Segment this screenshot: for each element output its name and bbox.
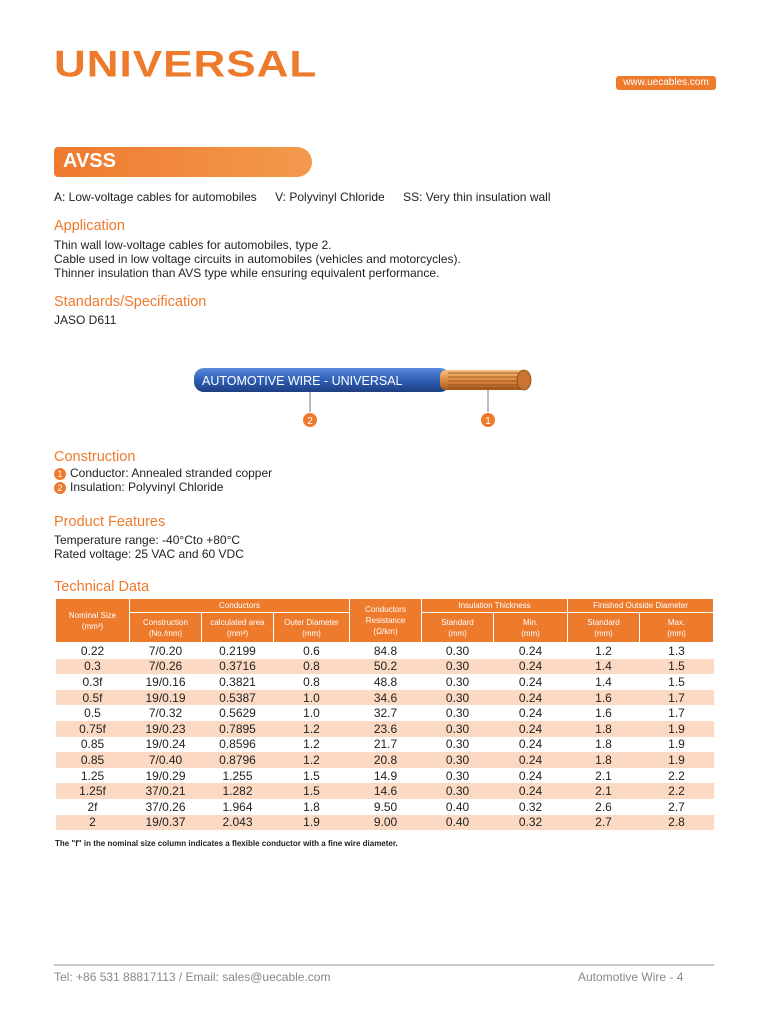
table-cell: 1.2 xyxy=(274,721,350,737)
table-cell: 1.2 xyxy=(568,643,640,659)
standards-heading: Standards/Specification xyxy=(54,294,207,310)
table-cell: 9.00 xyxy=(350,815,422,831)
table-row xyxy=(56,799,714,815)
footer-page: Automotive Wire - 4 xyxy=(578,970,684,984)
table-cell: 14.9 xyxy=(350,768,422,784)
table-cell: 0.24 xyxy=(494,752,568,768)
product-title-banner xyxy=(54,147,312,177)
table-cell: 2.6 xyxy=(568,799,640,815)
table-cell: 0.24 xyxy=(494,643,568,659)
table-cell: 1.0 xyxy=(274,690,350,706)
table-cell: 1.9 xyxy=(640,721,714,737)
table-cell: 1.0 xyxy=(274,705,350,721)
table-cell: 0.40 xyxy=(422,815,494,831)
technical-data-table xyxy=(55,598,714,830)
col-resistance: Conductors Resistance (Ω/km) xyxy=(350,599,422,643)
table-cell: 19/0.16 xyxy=(130,674,202,690)
table-cell: 0.40 xyxy=(422,799,494,815)
table-row xyxy=(56,674,714,690)
table-row xyxy=(56,768,714,784)
table-cell: 0.8796 xyxy=(202,752,274,768)
col-ins-standard: Standard (mm) xyxy=(422,613,494,643)
table-cell: 2.1 xyxy=(568,783,640,799)
col-calculated-area: calculated area (mm²) xyxy=(202,613,274,643)
table-cell: 0.24 xyxy=(494,721,568,737)
table-cell: 19/0.37 xyxy=(130,815,202,831)
col-ins-min: Min. (mm) xyxy=(494,613,568,643)
table-cell: 1.4 xyxy=(568,674,640,690)
table-cell: 1.255 xyxy=(202,768,274,784)
table-cell: 1.2 xyxy=(274,737,350,753)
table-cell: 0.24 xyxy=(494,705,568,721)
table-cell: 34.6 xyxy=(350,690,422,706)
table-cell: 19/0.23 xyxy=(130,721,202,737)
table-cell: 0.6 xyxy=(274,643,350,659)
abbr-ss: SS: Very thin insulation wall xyxy=(403,190,551,204)
footer-divider xyxy=(54,964,714,966)
product-title: AVSS xyxy=(63,150,116,172)
table-cell: 1.7 xyxy=(640,690,714,706)
table-cell: 0.30 xyxy=(422,659,494,675)
construction-item xyxy=(54,480,272,494)
col-outer-diameter: Outer Diameter (mm) xyxy=(274,613,350,643)
col-fin-max: Max. (mm) xyxy=(640,613,714,643)
table-footnote: The "f" in the nominal size column indicates a flexible conductor with a fine wire diameter. xyxy=(55,839,398,848)
table-cell: 0.3716 xyxy=(202,659,274,675)
table-cell: 0.24 xyxy=(494,768,568,784)
table-cell: 0.24 xyxy=(494,674,568,690)
table-cell: 50.2 xyxy=(350,659,422,675)
table-cell: 48.8 xyxy=(350,674,422,690)
table-cell: 1.6 xyxy=(568,705,640,721)
construction-heading: Construction xyxy=(54,449,136,465)
table-cell: 0.30 xyxy=(422,752,494,768)
website-link[interactable]: www.uecables.com xyxy=(616,76,716,90)
table-cell: 7/0.40 xyxy=(130,752,202,768)
table-row xyxy=(56,643,714,659)
table-cell: 0.30 xyxy=(422,768,494,784)
table-cell: 2 xyxy=(56,815,130,831)
table-cell: 1.6 xyxy=(568,690,640,706)
table-row xyxy=(56,783,714,799)
table-cell: 1.25f xyxy=(56,783,130,799)
table-cell: 1.2 xyxy=(274,752,350,768)
table-cell: 0.5 xyxy=(56,705,130,721)
col-nominal-size: Nominal Size (mm²) xyxy=(56,599,130,643)
callout-conductor-number: 1 xyxy=(485,416,491,427)
table-cell: 9.50 xyxy=(350,799,422,815)
table-cell: 7/0.32 xyxy=(130,705,202,721)
table-cell: 7/0.26 xyxy=(130,659,202,675)
table-cell: 0.22 xyxy=(56,643,130,659)
table-cell: 0.30 xyxy=(422,783,494,799)
group-insulation-thickness: Insulation Thickness xyxy=(422,599,568,613)
construction-item-text: Conductor: Annealed stranded copper xyxy=(70,466,273,480)
table-cell: 32.7 xyxy=(350,705,422,721)
table-cell: 1.5 xyxy=(640,674,714,690)
table-cell: 0.3821 xyxy=(202,674,274,690)
table-cell: 20.8 xyxy=(350,752,422,768)
table-cell: 2.2 xyxy=(640,783,714,799)
table-cell: 0.5f xyxy=(56,690,130,706)
table-cell: 2.2 xyxy=(640,768,714,784)
table-cell: 0.30 xyxy=(422,690,494,706)
abbreviation-line xyxy=(54,190,566,204)
table-cell: 2.8 xyxy=(640,815,714,831)
table-row xyxy=(56,659,714,675)
table-cell: 0.8 xyxy=(274,674,350,690)
table-cell: 0.2199 xyxy=(202,643,274,659)
table-cell: 0.24 xyxy=(494,737,568,753)
table-cell: 2.7 xyxy=(640,799,714,815)
table-cell: 37/0.26 xyxy=(130,799,202,815)
table-row xyxy=(56,752,714,768)
table-cell: 1.4 xyxy=(568,659,640,675)
table-cell: 1.5 xyxy=(274,768,350,784)
table-cell: 19/0.29 xyxy=(130,768,202,784)
table-cell: 0.3 xyxy=(56,659,130,675)
table-cell: 0.85 xyxy=(56,737,130,753)
application-line: Thinner insulation than AVS type while ensuring equivalent performance. xyxy=(54,266,440,280)
table-cell: 0.5387 xyxy=(202,690,274,706)
table-cell: 0.30 xyxy=(422,643,494,659)
wire-diagram xyxy=(190,362,550,432)
table-row xyxy=(56,737,714,753)
number-badge: 2 xyxy=(54,482,66,494)
table-cell: 23.6 xyxy=(350,721,422,737)
application-text xyxy=(54,238,461,280)
construction-list xyxy=(54,466,272,494)
technical-heading: Technical Data xyxy=(54,579,150,595)
table-cell: 0.8596 xyxy=(202,737,274,753)
construction-item xyxy=(54,466,272,480)
table-cell: 0.30 xyxy=(422,721,494,737)
table-row xyxy=(56,815,714,831)
table-cell: 0.5629 xyxy=(202,705,274,721)
table-cell: 19/0.19 xyxy=(130,690,202,706)
table-cell: 0.7895 xyxy=(202,721,274,737)
company-logo: UNIVERSAL xyxy=(54,43,318,86)
table-cell: 2f xyxy=(56,799,130,815)
abbr-v: V: Polyvinyl Chloride xyxy=(275,190,385,204)
table-cell: 0.32 xyxy=(494,799,568,815)
abbr-a: A: Low-voltage cables for automobiles xyxy=(54,190,257,204)
table-cell: 1.5 xyxy=(640,659,714,675)
table-cell: 7/0.20 xyxy=(130,643,202,659)
number-badge: 1 xyxy=(54,468,66,480)
table-cell: 0.24 xyxy=(494,690,568,706)
table-row xyxy=(56,690,714,706)
table-cell: 19/0.24 xyxy=(130,737,202,753)
construction-item-text: Insulation: Polyvinyl Chloride xyxy=(70,480,224,494)
table-cell: 1.5 xyxy=(274,783,350,799)
table-cell: 0.24 xyxy=(494,783,568,799)
table-cell: 1.25 xyxy=(56,768,130,784)
conductor-end xyxy=(517,370,531,390)
feature-line: Rated voltage: 25 VAC and 60 VDC xyxy=(54,547,244,561)
table-cell: 0.30 xyxy=(422,737,494,753)
table-cell: 1.8 xyxy=(274,799,350,815)
table-cell: 37/0.21 xyxy=(130,783,202,799)
group-conductors: Conductors xyxy=(130,599,350,613)
table-cell: 0.75f xyxy=(56,721,130,737)
feature-line: Temperature range: -40°Cto +80°C xyxy=(54,533,241,547)
table-cell: 2.7 xyxy=(568,815,640,831)
table-cell: 1.8 xyxy=(568,721,640,737)
table-row xyxy=(56,721,714,737)
application-line: Thin wall low-voltage cables for automobiles, type 2. xyxy=(54,238,332,252)
group-finished-diameter: Finished Outside Diameter xyxy=(568,599,714,613)
wire-print-text: AUTOMOTIVE WIRE - UNIVERSAL xyxy=(202,374,403,388)
table-cell: 14.6 xyxy=(350,783,422,799)
col-fin-standard: Standard (mm) xyxy=(568,613,640,643)
table-cell: 0.30 xyxy=(422,705,494,721)
table-cell: 1.9 xyxy=(640,737,714,753)
table-cell: 84.8 xyxy=(350,643,422,659)
footer-contact: Tel: +86 531 88817113 / Email: sales@uecable.com xyxy=(54,970,331,984)
table-cell: 1.8 xyxy=(568,737,640,753)
table-cell: 1.9 xyxy=(640,752,714,768)
table-cell: 0.32 xyxy=(494,815,568,831)
table-row xyxy=(56,705,714,721)
application-line: Cable used in low voltage circuits in automobiles (vehicles and motorcycles). xyxy=(54,252,461,266)
table-cell: 0.24 xyxy=(494,659,568,675)
table-cell: 1.3 xyxy=(640,643,714,659)
col-construction: Construction (No./mm) xyxy=(130,613,202,643)
table-cell: 0.85 xyxy=(56,752,130,768)
table-cell: 0.30 xyxy=(422,674,494,690)
table-header xyxy=(56,599,714,643)
table-cell: 1.7 xyxy=(640,705,714,721)
table-cell: 1.9 xyxy=(274,815,350,831)
table-cell: 2.043 xyxy=(202,815,274,831)
table-cell: 1.282 xyxy=(202,783,274,799)
table-cell: 2.1 xyxy=(568,768,640,784)
table-cell: 21.7 xyxy=(350,737,422,753)
table-cell: 1.8 xyxy=(568,752,640,768)
callout-insulation-number: 2 xyxy=(307,416,313,427)
standards-value: JASO D611 xyxy=(54,313,117,327)
features-heading: Product Features xyxy=(54,514,166,530)
table-body xyxy=(56,643,714,831)
features-text xyxy=(54,533,244,561)
table-cell: 0.3f xyxy=(56,674,130,690)
table-cell: 0.8 xyxy=(274,659,350,675)
table-cell: 1.964 xyxy=(202,799,274,815)
application-heading: Application xyxy=(54,218,125,234)
